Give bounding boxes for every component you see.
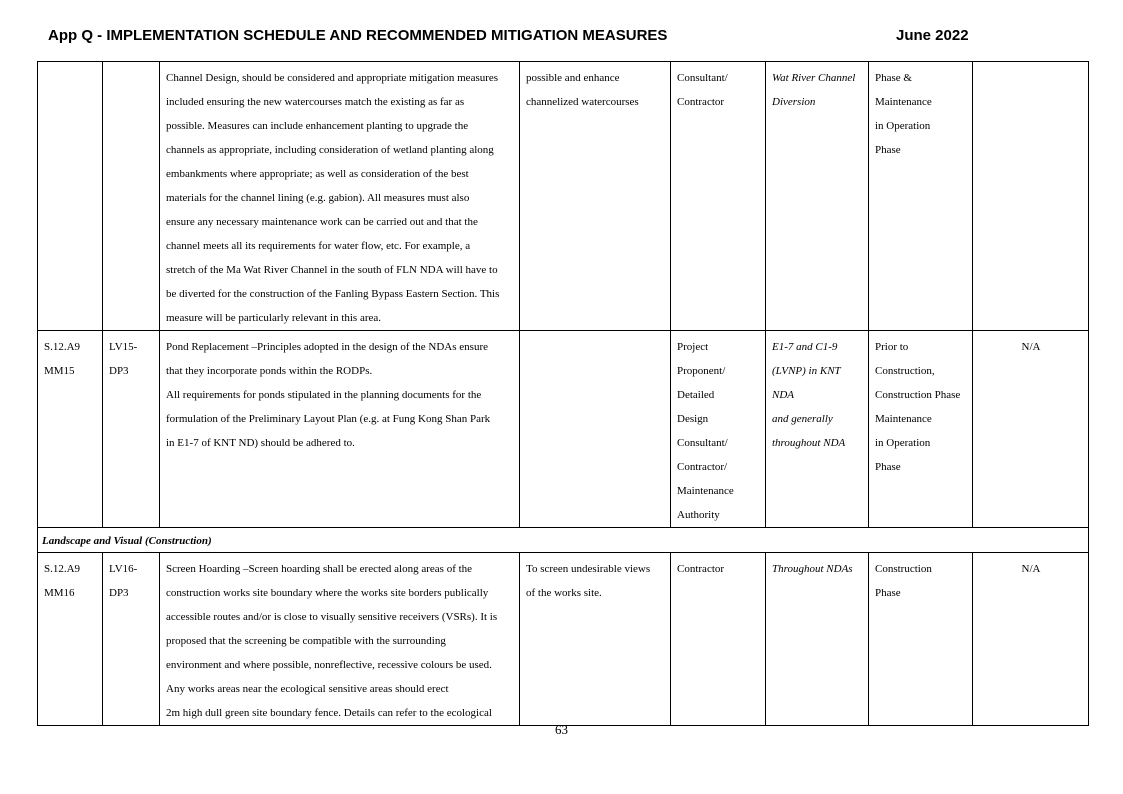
requirements-cell: N/A bbox=[973, 553, 1089, 726]
ref-eia-cell: S.12.A9 MM15 bbox=[38, 331, 103, 528]
measure-cell: Pond Replacement –Principles adopted in the design of the NDAs ensure that they incorporate ponds within the RODPs. All requirements for ponds stipulated in the planning documents for the formulation of the Preliminary Layout Plan (e.g. at Fung Kong Shan Park in E1-7 of KNT ND) should be adhered to. bbox=[160, 331, 520, 528]
requirements-cell: N/A bbox=[973, 331, 1089, 528]
page-number: 63 bbox=[555, 722, 568, 737]
objective-cell: To screen undesirable views of the works site. bbox=[520, 553, 671, 726]
location-cell: Wat River Channel Diversion bbox=[766, 62, 869, 331]
ref-eia-cell: S.12.A9 MM16 bbox=[38, 553, 103, 726]
timing-cell: Phase & Maintenance in Operation Phase bbox=[869, 62, 973, 331]
measure-cell: Channel Design, should be considered and appropriate mitigation measures included ensuring the new watercourses match the existing as far as possible. Measures can include enhancement planting to upgrade the channels as appropriate, including consideration of wetland planting along embankments where appropriate; as well as consideration of the best materials for the channel lining (e.g. gabion). All measures must also ensure any necessary maintenance work can be carried out and that the channel meets all its requirements for water flow, etc. For example, a stretch of the Ma Wat River Channel in the south of FLN NDA will have to be diverted for the construction of the Fanling Bypass Eastern Section. This measure will be particularly relevant in this area. bbox=[160, 62, 520, 331]
timing-cell: Prior to Construction, Construction Phase Maintenance in Operation Phase bbox=[869, 331, 973, 528]
table-row bbox=[38, 331, 1089, 528]
agent-cell: Project Proponent/ Detailed Design Consultant/ Contractor/ Maintenance Authority bbox=[671, 331, 766, 528]
objective-cell: possible and enhance channelized watercourses bbox=[520, 62, 671, 331]
timing-cell: Construction Phase bbox=[869, 553, 973, 726]
measure-cell: Screen Hoarding –Screen hoarding shall be erected along areas of the construction works site boundary where the works site borders publically accessible routes and/or is close to visually sensitive receivers (VSRs). It is proposed that the screening be compatible with the surrounding environment and where possible, nonreflective, recessive colours be used. Any works areas near the ecological sensitive areas should erect 2m high dull green site boundary fence. Details can refer to the ecological bbox=[160, 553, 520, 726]
document-title: App Q - IMPLEMENTATION SCHEDULE AND RECOMMENDED MITIGATION MEASURES bbox=[48, 27, 668, 44]
location-cell: Throughout NDAs bbox=[766, 553, 869, 726]
location-cell: E1-7 and C1-9 (LVNP) in KNT NDA and generally throughout NDA bbox=[766, 331, 869, 528]
section-heading: Landscape and Visual (Construction) bbox=[38, 528, 1089, 553]
table-row bbox=[38, 62, 1089, 331]
ref-ep-cell: LV16- DP3 bbox=[103, 553, 160, 726]
objective-cell bbox=[520, 331, 671, 528]
ref-ep-cell: LV15- DP3 bbox=[103, 331, 160, 528]
mitigation-schedule-table bbox=[37, 61, 1089, 726]
ref-ep-cell bbox=[103, 62, 160, 331]
requirements-cell bbox=[973, 62, 1089, 331]
ref-eia-cell bbox=[38, 62, 103, 331]
section-heading-row bbox=[38, 528, 1089, 553]
agent-cell: Consultant/ Contractor bbox=[671, 62, 766, 331]
document-date: June 2022 bbox=[896, 27, 969, 44]
table-row bbox=[38, 553, 1089, 726]
agent-cell: Contractor bbox=[671, 553, 766, 726]
